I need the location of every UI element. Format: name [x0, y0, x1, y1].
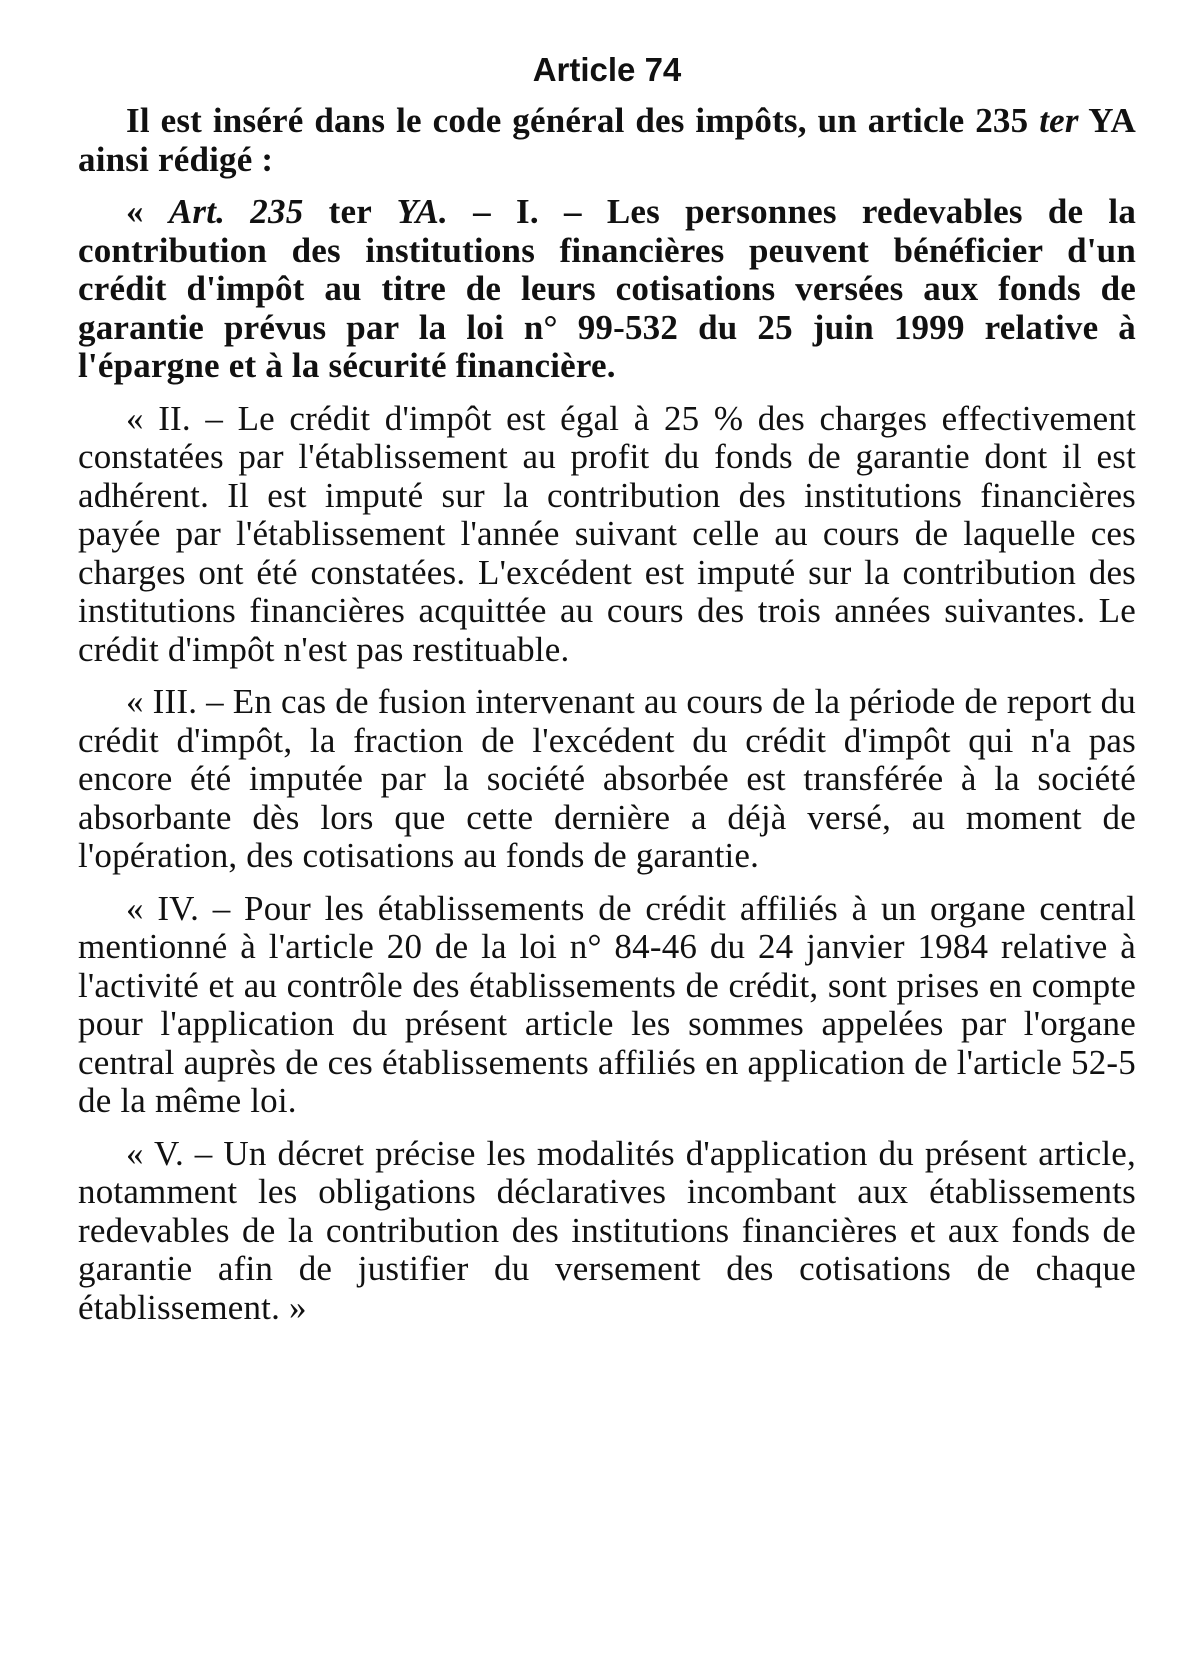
section-1-ref-mid: ter: [303, 192, 397, 231]
intro-text-2: YA ainsi rédigé :: [78, 101, 1136, 179]
section-3-paragraph: « III. – En cas de fusion intervenant au cours de la période de report du crédit d'impôt, la fraction de l'excédent du crédit d'impôt qui n'a pas encore été imputée par la société absorbée est transférée à la société absorbante dès lors que cette dernière a déjà versé, au moment de l'opération, des cotisations au fonds de garantie.: [78, 682, 1136, 875]
intro-paragraph: [78, 102, 1136, 179]
section-2-paragraph: « II. – Le crédit d'impôt est égal à 25 % des charges effectivement constatées par l'établissement au profit du fonds de garantie dont il est adhérent. Il est imputé sur la contribution des institutions financières payée par l'établissement l'année suivant celle au cours de laquelle ces charges ont été constatées. L'excédent est imputé sur la contribution des institutions financières acquittée au cours des trois années suivantes. Le crédit d'impôt n'est pas restituable.: [78, 398, 1136, 669]
section-1-prefix: «: [126, 192, 169, 231]
section-1-paragraph: [78, 193, 1136, 386]
section-5-paragraph: « V. – Un décret précise les modalités d'application du présent article, notamment les obligations déclaratives incombant aux établissements redevables de la contribution des institutions financières et aux fonds de garantie afin de justifier du versement des cotisations de chaque établissement. »: [78, 1133, 1136, 1327]
section-1-ref-2: YA.: [396, 192, 448, 231]
article-title: Article 74: [532, 51, 682, 88]
intro-text-italic: ter: [1039, 101, 1079, 140]
intro-text-1: Il est inséré dans le code général des impôts, un article 235: [126, 101, 1040, 140]
section-4-paragraph: « IV. – Pour les établissements de crédit affiliés à un organe central mentionné à l'article 20 de la loi n° 84-46 du 24 janvier 1984 relative à l'activité et au contrôle des établissements de crédit, sont prises en compte pour l'application du présent article les sommes appelées par l'organe central auprès de ces établissements affiliés en application de l'article 52-5 de la même loi.: [78, 888, 1136, 1120]
section-1-text: – I. – Les personnes redevables de la contribution des institutions financières peuvent bénéficier d'un crédit d'impôt au titre de leurs cotisations versées aux fonds de garantie prévus par la loi n° 99-532 du 25 juin 1999 relative à l'épargne et à la sécurité financière.: [78, 192, 1137, 385]
document-page: [78, 48, 1136, 1341]
section-1-ref: Art. 235: [168, 192, 304, 231]
